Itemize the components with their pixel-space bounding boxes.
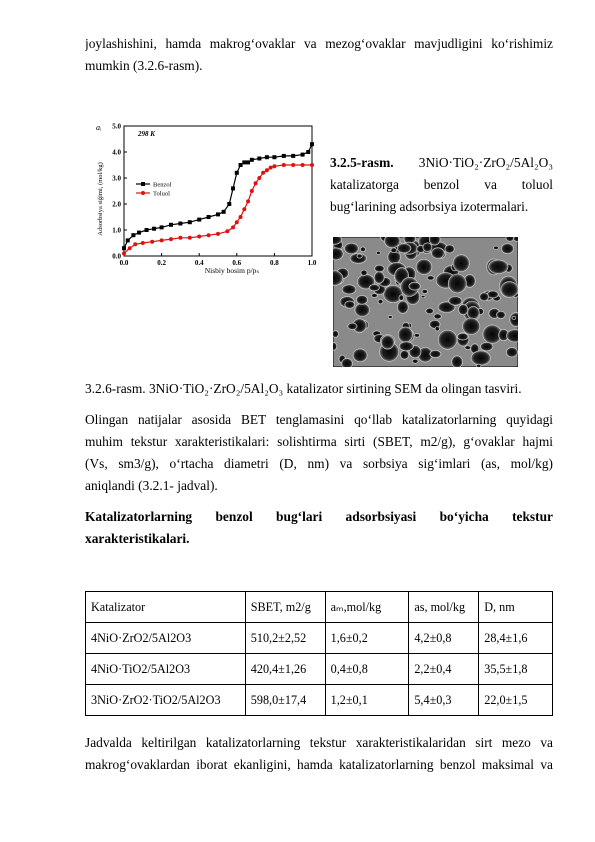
conclusion-paragraph: Jadvalda keltirilgan katalizatorlarning tekstur xarakteristikalaridan sirt mezo va makrog‘ovaklardan iborat ekanligini, hamda katalizatorlarning benzol maksimal va	[85, 735, 553, 772]
data-point-benzol	[282, 154, 286, 158]
data-point-benzol	[169, 223, 173, 227]
table-cell: 510,2±2,52	[245, 623, 325, 654]
figure-3-2-5-caption	[330, 152, 553, 218]
table-cell: 420,4±1,26	[245, 654, 325, 685]
sem-pore	[369, 285, 379, 291]
data-point-toluol	[310, 163, 314, 167]
data-point-benzol	[145, 228, 149, 232]
data-point-toluol	[261, 171, 265, 175]
table-row	[86, 623, 553, 654]
table-cell: 22,0±1,5	[479, 685, 553, 716]
sem-pore	[435, 327, 439, 332]
data-point-toluol	[188, 236, 192, 240]
x-tick-label: 0.0	[119, 259, 129, 267]
y-tick-label: 1.0	[112, 226, 121, 235]
sem-pore	[457, 333, 468, 340]
data-point-benzol	[250, 158, 254, 162]
table-cell: 598,0±17,4	[245, 685, 325, 716]
data-point-toluol	[197, 235, 201, 239]
data-point-benzol	[301, 153, 305, 157]
data-point-toluol	[128, 246, 132, 250]
sem-pore	[467, 306, 479, 319]
sem-pore	[480, 293, 489, 301]
sem-pore	[345, 301, 355, 308]
data-point-toluol	[133, 242, 137, 246]
x-tick-label: 0.4	[194, 259, 204, 267]
sem-pore	[376, 251, 380, 254]
y-tick-label: 4.0	[112, 148, 121, 157]
y-tick-label: 5.0	[112, 122, 121, 131]
legend-label: Toluol	[153, 190, 170, 198]
sem-pore	[452, 356, 463, 367]
y-axis-symbol: aᵢ	[96, 123, 102, 132]
sem-pore	[506, 347, 517, 357]
sem-pore	[431, 248, 444, 259]
sem-pore	[398, 327, 412, 342]
texture-table	[85, 591, 553, 716]
data-point-toluol	[207, 233, 211, 237]
data-point-benzol	[235, 171, 239, 175]
table-cell: 4NiO·ZrO2/5Al2O3	[86, 623, 246, 654]
table-row	[86, 685, 553, 716]
sem-pore	[400, 350, 409, 359]
data-point-toluol	[282, 163, 286, 167]
x-tick-label: 0.6	[232, 259, 242, 267]
data-point-benzol	[257, 157, 261, 161]
y-tick-label: 0.0	[112, 252, 121, 261]
sem-pore	[445, 245, 455, 253]
sem-pore	[360, 247, 365, 252]
data-point-benzol	[272, 155, 276, 159]
x-tick-label: 1.0	[307, 259, 317, 267]
data-point-toluol	[242, 207, 246, 211]
data-point-benzol	[152, 227, 156, 231]
data-point-toluol	[160, 238, 164, 242]
data-point-toluol	[122, 251, 126, 255]
table-header-row	[86, 592, 553, 623]
sem-pore	[344, 243, 358, 254]
sem-pore	[333, 342, 337, 350]
data-point-toluol	[178, 236, 182, 240]
table-cell: 4,2±0,8	[409, 623, 479, 654]
table-cell: 4NiO·TiO2/5Al2O3	[86, 654, 246, 685]
sem-pore	[416, 259, 432, 274]
sem-pore	[397, 244, 411, 253]
y-tick-label: 2.0	[112, 200, 121, 209]
data-point-toluol	[141, 241, 145, 245]
sem-pore	[448, 274, 466, 293]
y-tick-label: 3.0	[112, 174, 121, 183]
sem-pore	[378, 299, 383, 304]
data-point-toluol	[169, 237, 173, 241]
data-point-benzol	[242, 160, 246, 164]
sem-pore	[381, 336, 394, 350]
sem-pore	[356, 295, 367, 304]
sem-pore	[342, 358, 353, 367]
sem-pore	[489, 260, 508, 274]
sem-pore	[471, 351, 490, 365]
data-point-benzol	[246, 160, 250, 164]
sem-pore	[513, 237, 518, 242]
table-cell: 28,4±1,6	[479, 623, 553, 654]
sem-pore	[463, 318, 480, 335]
legend-marker	[141, 182, 145, 186]
data-point-benzol	[137, 231, 141, 235]
data-point-benzol	[265, 155, 269, 159]
data-point-toluol	[257, 176, 261, 180]
data-point-benzol	[291, 154, 295, 158]
sem-pore	[501, 244, 513, 254]
data-point-benzol	[306, 150, 310, 154]
header-cell: Katalizator	[86, 592, 246, 623]
sem-pore	[361, 270, 367, 276]
table-cell: 35,5±1,8	[479, 654, 553, 685]
sem-pore	[399, 295, 404, 301]
data-point-benzol	[310, 142, 314, 146]
sem-pore	[414, 334, 420, 338]
data-point-toluol	[272, 164, 276, 168]
sem-pore	[476, 364, 481, 367]
intro-line-1: joylashishini, hamda makrog‘ovaklar va mezog‘ovaklar mavjudligini ko‘rishimiz	[85, 36, 553, 51]
sem-pore	[493, 246, 498, 249]
intro-line-2: mumkin (3.2.6-rasm).	[85, 58, 203, 73]
data-point-benzol	[207, 215, 211, 219]
table-cell: 1,2±0,1	[325, 685, 409, 716]
caption-formula: 3NiO·TiO₂·ZrO₂/5Al₂O₃	[418, 155, 553, 170]
data-point-toluol	[150, 240, 154, 244]
table-cell: 1,6±0,2	[325, 623, 409, 654]
data-point-toluol	[239, 215, 243, 219]
data-point-toluol	[301, 163, 305, 167]
data-point-benzol	[178, 222, 182, 226]
bet-paragraph: Olingan natijalar asosida BET tenglamasini qo‘llab katalizatorlarning quyidagi muhim tekstur xarakteristikalari: solishtirma sirti (SBET, m2/g), g‘ovaklar hajmi (Vs, sm3/g), o‘rtacha diametri (D, nm) va sorbsiya sig‘imlari (as, mol/kg) aniqlandi (3.2.1- jadval).	[85, 412, 553, 493]
data-point-toluol	[269, 166, 273, 170]
header-cell: D, nm	[479, 592, 553, 623]
sem-pore	[374, 272, 384, 284]
sem-pore	[397, 301, 408, 314]
data-point-benzol	[131, 233, 135, 237]
legend-label: Benzol	[153, 181, 172, 189]
data-point-toluol	[265, 168, 269, 172]
sem-pore	[342, 285, 356, 294]
table-cell: 5,4±0,3	[409, 685, 479, 716]
data-point-toluol	[235, 220, 239, 224]
sem-pore	[465, 346, 471, 350]
sem-pore	[421, 295, 425, 297]
data-point-toluol	[246, 199, 250, 203]
table-cell: 0,4±0,8	[325, 654, 409, 685]
sem-pore	[426, 308, 434, 314]
sem-pore	[348, 323, 357, 330]
sem-pore	[434, 314, 442, 319]
data-point-toluol	[291, 163, 295, 167]
sem-pore	[422, 289, 428, 293]
header-cell: aₘ,mol/kg	[325, 592, 409, 623]
data-point-benzol	[231, 186, 235, 190]
data-point-toluol	[225, 229, 229, 233]
y-axis-label: Adsorbsiya siğimi, (mol/kg)	[97, 162, 104, 236]
sem-pore	[427, 276, 434, 280]
sem-pore	[375, 265, 385, 272]
caption-line-3: bug‘larining adsorbsiya izotermalari.	[330, 199, 529, 214]
sem-pore	[391, 248, 397, 253]
x-axis-label: Nisbiy bosim p/pₛ	[204, 266, 260, 275]
sem-pore	[399, 342, 413, 351]
sem-pore	[430, 350, 441, 357]
sem-pore	[506, 237, 514, 241]
sem-pore	[388, 316, 392, 319]
caption-line-2: katalizatorga benzol va toluol	[330, 177, 553, 192]
sem-pore	[453, 255, 469, 272]
figure-3-2-6-caption: 3.2.6-rasm. 3NiO·TiO₂·ZrO₂/5Al₂O₃ katalizator sirtining SEM da olingan tasviri.	[85, 381, 522, 396]
data-point-benzol	[122, 246, 126, 250]
table-title: Katalizatorlarning benzol bug‘lari adsorbsiyasi bo‘yicha tekstur xarakteristikalari.	[85, 509, 553, 546]
header-cell: SBET, m2/g	[245, 592, 325, 623]
intro-paragraph	[85, 33, 553, 77]
data-point-benzol	[126, 238, 130, 242]
sem-pore	[501, 282, 518, 298]
data-point-toluol	[254, 181, 258, 185]
x-tick-label: 0.8	[270, 259, 279, 267]
temperature-label: 298 K	[138, 130, 155, 138]
sem-pore	[384, 237, 400, 248]
sem-pore	[438, 330, 457, 349]
sem-pore	[353, 349, 367, 362]
sem-pore	[449, 297, 462, 306]
sem-pore	[357, 254, 362, 258]
table-cell: 3NiO·ZrO2·TiO2/5Al2O3	[86, 685, 246, 716]
table-cell: 2,2±0,4	[409, 654, 479, 685]
adsorption-isotherm-chart	[90, 118, 318, 276]
data-point-toluol	[231, 225, 235, 229]
caption-label: 3.2.5-rasm.	[330, 155, 394, 170]
legend-marker	[141, 191, 145, 195]
sem-pore	[458, 304, 468, 314]
data-point-benzol	[188, 220, 192, 224]
data-point-toluol	[216, 232, 220, 236]
data-point-toluol	[250, 189, 254, 193]
data-point-benzol	[222, 210, 226, 214]
sem-pore	[333, 331, 339, 338]
x-tick-label: 0.2	[157, 259, 166, 267]
sem-pore	[409, 282, 421, 290]
sem-micrograph-image	[333, 237, 518, 367]
data-point-benzol	[239, 163, 243, 167]
header-cell: as, mol/kg	[409, 592, 479, 623]
data-point-benzol	[160, 225, 164, 229]
data-point-benzol	[197, 218, 201, 222]
sem-pore	[355, 303, 370, 316]
data-point-benzol	[216, 212, 220, 216]
sem-pore	[423, 243, 432, 252]
sem-pore	[480, 342, 493, 351]
sem-pore	[497, 311, 506, 318]
sem-pore	[512, 316, 516, 319]
sem-pore	[412, 359, 418, 363]
table-row	[86, 654, 553, 685]
data-point-benzol	[227, 202, 231, 206]
